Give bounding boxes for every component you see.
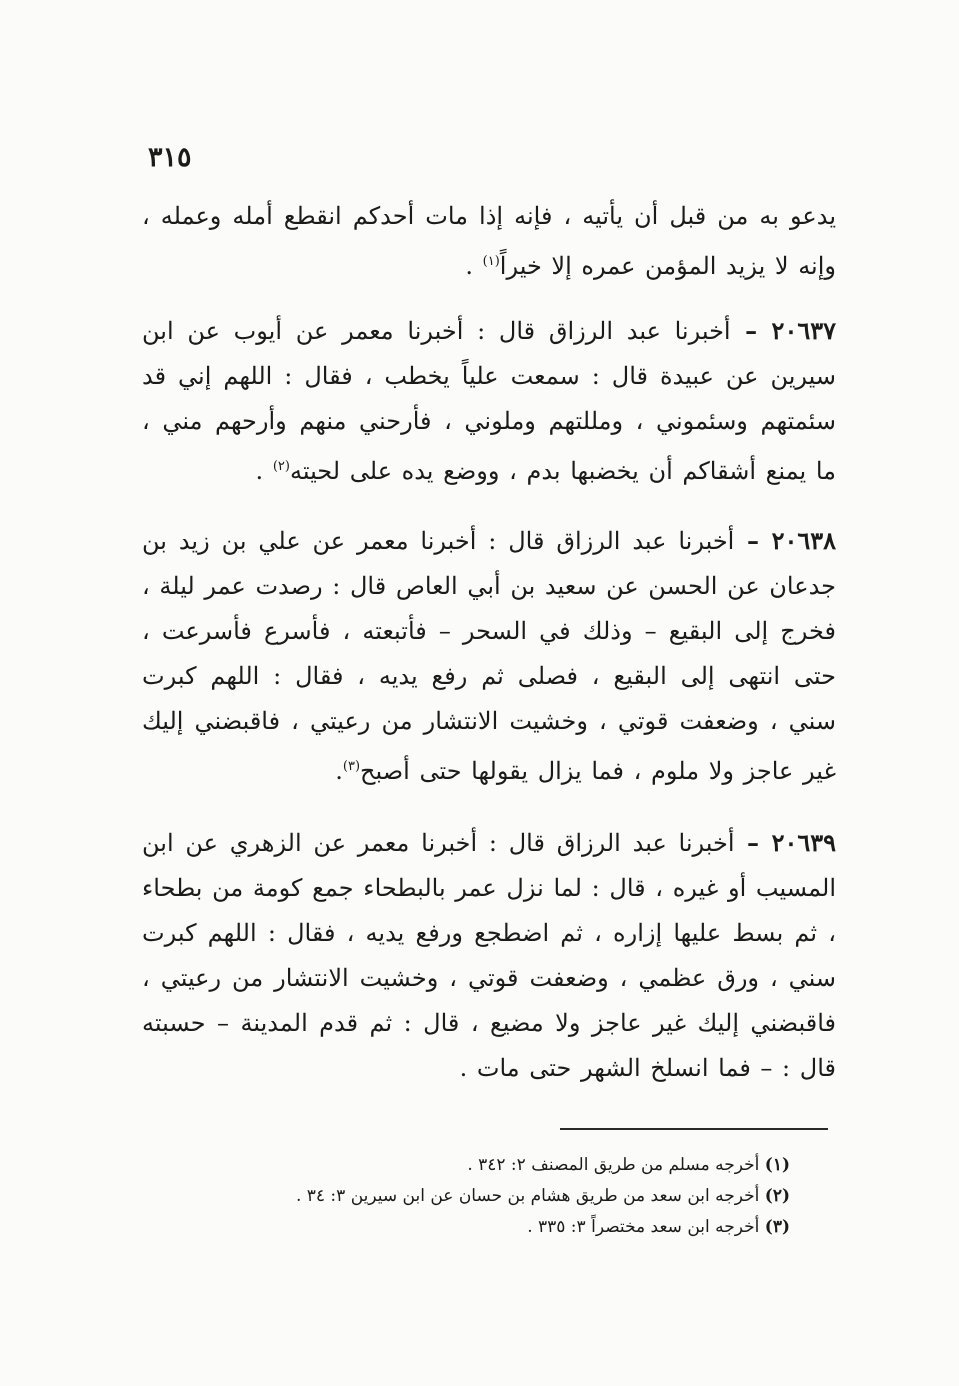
hadith-paragraph (142, 518, 836, 794)
passage-continuation (142, 194, 836, 289)
hadith-number: ٢٠٦٣٨ – (734, 526, 837, 555)
hadith-paragraph (142, 308, 836, 494)
footnote-number: (١) (764, 1155, 790, 1175)
footnote-item (200, 1150, 790, 1181)
passage-text: أخبرنا عبد الرزاق قال : أخبرنا معمر عن أيوب عن ابن سيرين عن عبيدة قال : سمعت علياً يخطب ، فقال : اللهم إني قد سئمتهم وسئموني ، ومللتهم وملوني ، فأرحني منهم وأرحهم مني ، ما يمنع أشقاكم أن يخضبها بدم ، ووضع يده على لحيته (142, 317, 836, 485)
passage-text: أخبرنا عبد الرزاق قال : أخبرنا معمر عن علي بن زيد بن جدعان عن الحسن عن سعيد بن أبي العاص قال : رصدت عمر ليلة ، فخرج إلى البقيع – وذلك في السحر – فأتبعته ، فأسرع فأسرعت ، حتى انتهى إلى البقيع ، فصلى ثم رفع يديه ، فقال : اللهم كبرت سني ، وضعفت قوتي ، وخشيت الانتشار من رعيتي ، فاقبضني إليك غير عاجز ولا ملوم ، فما يزال يقولها حتى أصبح (142, 527, 836, 785)
passage-tail: . (465, 252, 483, 280)
passage-tail: . (335, 757, 343, 785)
footnote-text: أخرجه ابن سعد مختصراً ٣: ٣٣٥ . (527, 1217, 765, 1237)
footnote-ref: (٣) (342, 759, 361, 774)
footnote-divider (560, 1128, 828, 1130)
footnote-ref: (١) (482, 254, 500, 269)
footnote-text: أخرجه مسلم من طريق المصنف ٢: ٣٤٢ . (467, 1155, 765, 1175)
passage-text: يدعو به من قبل أن يأتيه ، فإنه إذا مات أحدكم انقطع أمله وعمله ، وإنه لا يزيد المؤمن عمره إلا خيراً (142, 202, 836, 280)
footnote-text: أخرجه ابن سعد من طريق هشام بن حسان عن ابن سيرين ٣: ٣٤ . (295, 1186, 765, 1206)
footnotes (200, 1150, 790, 1243)
footnote-item (200, 1181, 790, 1212)
footnote-item (200, 1212, 790, 1243)
page-number: ٣١٥ (148, 142, 192, 173)
passage-text: أخبرنا عبد الرزاق قال : أخبرنا معمر عن الزهري عن ابن المسيب أو غيره ، قال : لما نزل عمر بالبطحاء جمع كومة من بطحاء ، ثم بسط عليها إزاره ، ثم اضطجع ورفع يديه ، فقال : اللهم كبرت سني ، ورق عظمي ، وضعفت قوتي ، وخشيت الانتشار من رعيتي ، فاقبضني إليك غير عاجز ولا مضيع ، قال : ثم قدم المدينة – حسبته قال : – فما انسلخ الشهر حتى مات . (142, 829, 836, 1082)
footnote-ref: (٢) (272, 459, 290, 474)
footnote-number: (٢) (764, 1186, 790, 1206)
footnote-number: (٣) (764, 1217, 790, 1237)
passage-tail: . (255, 457, 273, 485)
hadith-number: ٢٠٦٣٧ – (730, 316, 836, 345)
hadith-paragraph (142, 820, 836, 1091)
hadith-number: ٢٠٦٣٩ – (734, 828, 837, 857)
